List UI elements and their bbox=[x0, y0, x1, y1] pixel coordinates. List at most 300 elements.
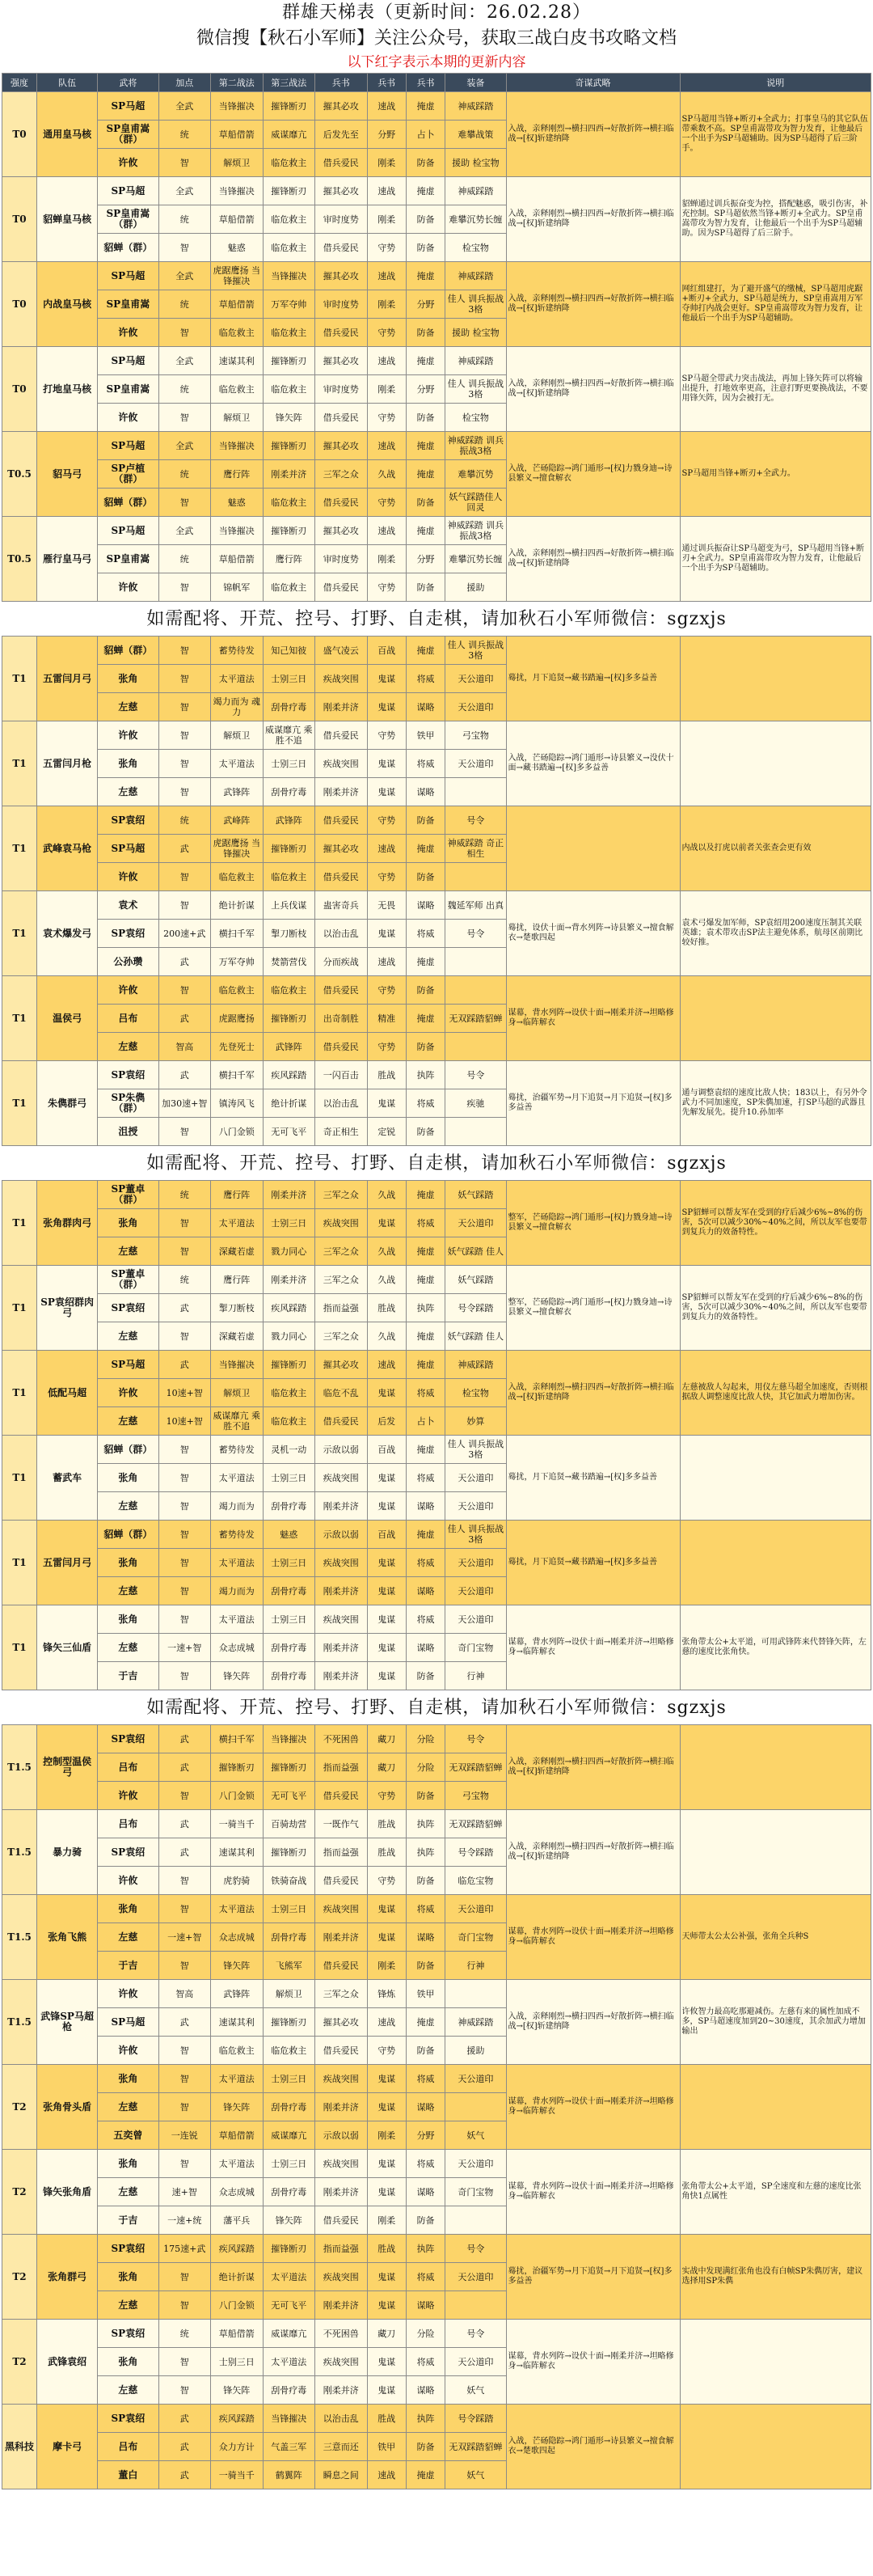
third-tactic-cell: 刚柔并济 bbox=[263, 1266, 315, 1294]
general-cell: 袁术 bbox=[98, 891, 158, 920]
second-tactic-cell: 草船借箭 bbox=[211, 545, 264, 573]
description-cell: 内战以及打虎以前者关张查会更有效 bbox=[680, 806, 871, 891]
strategy-cell: 蓦扰，治疆军势→月下追贤→月下追贤→[权]多多益善 bbox=[506, 2235, 680, 2320]
description-cell: 网红组建打，为了避开盛气的缴械，SP马超用虎踞+断刃+全武力，SP马超是统力，SP皇甫嵩用万军夺帅打内战会更好。SP皇甫嵩带攻为智力发育，让他最后一个出手为SP马超辅助。 bbox=[680, 262, 871, 347]
book-cell: 指而益强 bbox=[315, 1294, 368, 1322]
stat-point-cell: 统 bbox=[158, 121, 211, 149]
tier-cell: T1 bbox=[2, 976, 37, 1061]
second-tactic-cell: 虎豹骑 bbox=[211, 1867, 264, 1895]
book-cell: 借兵爱民 bbox=[315, 1867, 368, 1895]
stat-point-cell: 智 bbox=[158, 1662, 211, 1690]
general-cell: SP马超 bbox=[98, 432, 158, 460]
stat-point-cell: 智 bbox=[158, 2037, 211, 2065]
book-cell: 鬼谋 bbox=[367, 920, 406, 948]
general-cell: 左慈 bbox=[98, 2291, 158, 2320]
book-cell: 借兵爱民 bbox=[315, 319, 368, 347]
third-tactic-cell: 武锋阵 bbox=[263, 1033, 315, 1061]
description-cell bbox=[680, 2405, 871, 2489]
team-row bbox=[2, 2405, 871, 2433]
stat-point-cell: 智 bbox=[158, 2150, 211, 2178]
second-tactic-cell: 一骑当千 bbox=[211, 1810, 264, 1838]
equipment-cell bbox=[445, 778, 506, 806]
team-name-cell: 袁术爆发弓 bbox=[37, 891, 98, 976]
book-cell: 谋略 bbox=[406, 2291, 445, 2320]
general-cell: 貂蝉（群） bbox=[98, 1521, 158, 1549]
book-cell: 鬼谋 bbox=[367, 1895, 406, 1923]
equipment-cell: 无双踩踏貂蝉 bbox=[445, 2433, 506, 2461]
general-cell: 于吉 bbox=[98, 1952, 158, 1980]
team-row bbox=[2, 177, 871, 205]
team-row bbox=[2, 1061, 871, 1089]
equipment-cell: 神威踩踏 bbox=[445, 92, 506, 121]
tier-cell: T2 bbox=[2, 2150, 37, 2235]
strategy-cell: 谋幕，背水列阵→设伏十面→刚柔并济→坦略修身→临阵解衣 bbox=[506, 2320, 680, 2405]
equipment-cell: 神威踩踏 bbox=[445, 1351, 506, 1379]
ladder-table-body bbox=[2, 92, 871, 2489]
book-cell: 刚柔并济 bbox=[315, 1492, 368, 1521]
second-tactic-cell: 武锋阵 bbox=[211, 778, 264, 806]
equipment-cell: 天公道印 bbox=[445, 2065, 506, 2093]
strategy-cell: 入战，芒砀隐踪→鸿门遁形→[权]力戮身迪→诗县繁义→擅食解衣 bbox=[506, 432, 680, 517]
book-cell: 守势 bbox=[367, 404, 406, 432]
third-tactic-cell: 上兵伐谋 bbox=[263, 891, 315, 920]
tier-cell: T1 bbox=[2, 1436, 37, 1521]
book-cell: 防备 bbox=[406, 205, 445, 234]
equipment-cell: 佳人 训兵振战3格 bbox=[445, 290, 506, 319]
equipment-cell: 难攀沉势长缠 bbox=[445, 545, 506, 573]
stat-point-cell: 智 bbox=[158, 573, 211, 602]
book-cell: 百战 bbox=[367, 1521, 406, 1549]
book-cell: 防备 bbox=[406, 806, 445, 835]
book-cell: 疾战突围 bbox=[315, 2065, 368, 2093]
book-cell: 指而益强 bbox=[315, 1838, 368, 1867]
book-cell: 鬼谋 bbox=[367, 2150, 406, 2178]
equipment-cell: 天公道印 bbox=[445, 1577, 506, 1605]
book-cell: 审时度势 bbox=[315, 205, 368, 234]
general-cell: 左慈 bbox=[98, 2093, 158, 2121]
general-cell: SP朱儁（群） bbox=[98, 1089, 158, 1118]
third-tactic-cell: 摧锋断刃 bbox=[263, 1351, 315, 1379]
equipment-cell: 天公道印 bbox=[445, 1209, 506, 1237]
stat-point-cell: 武 bbox=[158, 2461, 211, 2489]
team-row bbox=[2, 637, 871, 665]
strategy-cell: 谋幕，背水列阵→设伏十面→刚柔并济→坦略修身→临阵解衣 bbox=[506, 2065, 680, 2150]
book-cell: 分野 bbox=[406, 2121, 445, 2150]
second-tactic-cell: 解烦卫 bbox=[211, 149, 264, 177]
header-cell: 队伍 bbox=[37, 74, 98, 92]
third-tactic-cell: 临危救主 bbox=[263, 149, 315, 177]
second-tactic-cell: 草船借箭 bbox=[211, 2121, 264, 2150]
header-cell: 奇谋武略 bbox=[506, 74, 680, 92]
team-row bbox=[2, 2150, 871, 2178]
second-tactic-cell: 当锋摧决 bbox=[211, 92, 264, 121]
book-cell: 疾战突围 bbox=[315, 2348, 368, 2376]
book-cell: 将威 bbox=[406, 1549, 445, 1577]
team-name-cell: 武锋袁绍 bbox=[37, 2320, 98, 2405]
third-tactic-cell: 无可飞平 bbox=[263, 2291, 315, 2320]
stat-point-cell: 统 bbox=[158, 2320, 211, 2348]
tier-cell: T0 bbox=[2, 177, 37, 262]
book-cell: 刚柔并济 bbox=[315, 778, 368, 806]
equipment-cell: 妖气踩踏佳人 回灵 bbox=[445, 489, 506, 517]
strategy-cell bbox=[506, 806, 680, 891]
book-cell: 分野 bbox=[406, 545, 445, 573]
book-cell: 刚柔 bbox=[367, 290, 406, 319]
book-cell: 三军之众 bbox=[315, 1237, 368, 1266]
book-cell: 鬼谋 bbox=[367, 750, 406, 778]
equipment-cell: 天公道印 bbox=[445, 2348, 506, 2376]
tier-cell: T0.5 bbox=[2, 517, 37, 602]
table-header-row bbox=[2, 74, 871, 92]
stat-point-cell: 智 bbox=[158, 750, 211, 778]
equipment-cell: 神威踩踏 bbox=[445, 2008, 506, 2037]
book-cell: 谋略 bbox=[406, 1492, 445, 1521]
third-tactic-cell: 刮骨疗毒 bbox=[263, 693, 315, 721]
second-tactic-cell: 草船借箭 bbox=[211, 121, 264, 149]
book-cell: 一闪百击 bbox=[315, 1061, 368, 1089]
book-cell: 分野 bbox=[406, 290, 445, 319]
book-cell: 盛气凌云 bbox=[315, 637, 368, 665]
tier-cell: T1.5 bbox=[2, 1895, 37, 1980]
book-cell: 疾战突围 bbox=[315, 2263, 368, 2291]
second-tactic-cell: 太平道法 bbox=[211, 1605, 264, 1634]
general-cell: 张角 bbox=[98, 1895, 158, 1923]
book-cell: 将威 bbox=[406, 2263, 445, 2291]
equipment-cell: 天公道印 bbox=[445, 2150, 506, 2178]
second-tactic-cell: 解烦卫 bbox=[211, 1379, 264, 1407]
equipment-cell: 无双踩踏貂蝉 bbox=[445, 1753, 506, 1782]
second-tactic-cell: 竭力而为 bbox=[211, 1577, 264, 1605]
second-tactic-cell: 先登死士 bbox=[211, 1033, 264, 1061]
book-cell: 鬼谋 bbox=[367, 2263, 406, 2291]
book-cell: 锋炼 bbox=[367, 1980, 406, 2008]
third-tactic-cell: 戮力同心 bbox=[263, 1322, 315, 1351]
book-cell: 刚柔并济 bbox=[315, 693, 368, 721]
equipment-cell: 妖气 bbox=[445, 2121, 506, 2150]
equipment-cell: 奇门宝物 bbox=[445, 1634, 506, 1662]
team-row bbox=[2, 2320, 871, 2348]
second-tactic-cell: 太平道法 bbox=[211, 665, 264, 693]
book-cell: 借兵爱民 bbox=[315, 976, 368, 1005]
update-note: 以下红字表示本期的更新内容 bbox=[347, 54, 526, 70]
book-cell: 胜战 bbox=[367, 1061, 406, 1089]
third-tactic-cell: 戮力同心 bbox=[263, 1237, 315, 1266]
book-cell: 三军之众 bbox=[315, 1181, 368, 1209]
equipment-cell: 号令 bbox=[445, 2235, 506, 2263]
tier-cell: T1 bbox=[2, 721, 37, 806]
equipment-cell: 疾驰 bbox=[445, 1089, 506, 1118]
team-row bbox=[2, 1895, 871, 1923]
general-cell: SP袁绍 bbox=[98, 1725, 158, 1753]
equipment-cell: 天公道印 bbox=[445, 750, 506, 778]
book-cell: 借兵爱民 bbox=[315, 2037, 368, 2065]
description-cell: 通与调整袁绍的速度比敌人快；183以上，有另外令武力不同加速度，SP朱儁加速，打SP马超的武器且先解发展先。提升10.孙加率 bbox=[680, 1061, 871, 1146]
book-cell: 鬼谋 bbox=[367, 2376, 406, 2405]
third-tactic-cell: 刮骨疗毒 bbox=[263, 1662, 315, 1690]
equipment-cell: 难攀沉势 bbox=[445, 460, 506, 489]
book-cell: 执阵 bbox=[406, 1810, 445, 1838]
tier-cell: T1 bbox=[2, 1521, 37, 1605]
equipment-cell: 临危宝物 bbox=[445, 1867, 506, 1895]
equipment-cell: 号令踩踏 bbox=[445, 2405, 506, 2433]
third-tactic-cell: 魅惑 bbox=[263, 1521, 315, 1549]
strategy-cell: 入战，亲释刚烈→横扫四西→好散折阵→横扫临战→[权]斩建纳降 bbox=[506, 1810, 680, 1895]
general-cell: 张角 bbox=[98, 665, 158, 693]
book-cell: 精准 bbox=[367, 1005, 406, 1033]
equipment-cell bbox=[445, 1118, 506, 1146]
book-cell: 三军之众 bbox=[315, 1322, 368, 1351]
general-cell: SP袁绍 bbox=[98, 1061, 158, 1089]
second-tactic-cell: 武锋阵 bbox=[211, 1980, 264, 2008]
strategy-cell: 谋幕，背水列阵→设伏十面→刚柔并济→坦略修身→临阵解衣 bbox=[506, 976, 680, 1061]
book-cell: 鬼谋 bbox=[367, 1605, 406, 1634]
second-tactic-cell: 锋矢阵 bbox=[211, 2376, 264, 2405]
book-cell: 刚柔并济 bbox=[315, 1662, 368, 1690]
book-cell: 疾战突围 bbox=[315, 1895, 368, 1923]
third-tactic-cell: 刮骨疗毒 bbox=[263, 1577, 315, 1605]
general-cell: SP董卓（群） bbox=[98, 1266, 158, 1294]
general-cell: SP马超 bbox=[98, 262, 158, 290]
book-cell: 速战 bbox=[367, 177, 406, 205]
book-cell: 速战 bbox=[367, 432, 406, 460]
book-cell: 三军之众 bbox=[315, 460, 368, 489]
book-cell: 守势 bbox=[367, 1867, 406, 1895]
stat-point-cell: 智 bbox=[158, 1549, 211, 1577]
book-cell: 刚柔并济 bbox=[315, 2093, 368, 2121]
team-name-cell: 五雷闫月枪 bbox=[37, 721, 98, 806]
description-cell bbox=[680, 637, 871, 721]
tier-cell: T1 bbox=[2, 1351, 37, 1436]
second-tactic-cell: 武峰阵 bbox=[211, 806, 264, 835]
stat-point-cell: 智高 bbox=[158, 1033, 211, 1061]
team-row bbox=[2, 806, 871, 835]
description-cell: 通过训兵振奋让SP马超变为弓，SP马超用当锋+断刃+全武力。SP皇甫嵩带攻为智力发育，让他最后一个出手为SP马超辅助。 bbox=[680, 517, 871, 602]
third-tactic-cell: 知己知彼 bbox=[263, 637, 315, 665]
book-cell: 速战 bbox=[367, 517, 406, 545]
general-cell: 左慈 bbox=[98, 2178, 158, 2206]
book-cell: 守势 bbox=[367, 234, 406, 262]
book-cell: 久战 bbox=[367, 460, 406, 489]
stat-point-cell: 智 bbox=[158, 891, 211, 920]
book-cell: 防备 bbox=[406, 404, 445, 432]
book-cell: 鬼谋 bbox=[367, 1379, 406, 1407]
second-tactic-cell: 锦帆军 bbox=[211, 573, 264, 602]
stat-point-cell: 智高 bbox=[158, 1980, 211, 2008]
third-tactic-cell: 疾风踩踏 bbox=[263, 1061, 315, 1089]
stat-point-cell: 全武 bbox=[158, 432, 211, 460]
header-cell: 武将 bbox=[98, 74, 158, 92]
team-name-cell: 打地皇马核 bbox=[37, 347, 98, 432]
strategy-cell: 入战，亲释刚烈→横扫四西→好散折阵→横扫临战→[权]斩建纳降 bbox=[506, 262, 680, 347]
second-tactic-cell: 一骑当千 bbox=[211, 2461, 264, 2489]
book-cell: 借兵爱民 bbox=[315, 234, 368, 262]
stat-point-cell: 智 bbox=[158, 404, 211, 432]
stat-point-cell: 武 bbox=[158, 1810, 211, 1838]
book-cell: 瞬息之间 bbox=[315, 2461, 368, 2489]
second-tactic-cell: 速谋其利 bbox=[211, 1838, 264, 1867]
general-cell: SP马超 bbox=[98, 92, 158, 121]
book-cell: 临危不乱 bbox=[315, 1379, 368, 1407]
book-cell: 刚柔 bbox=[367, 2121, 406, 2150]
stat-point-cell: 武 bbox=[158, 1725, 211, 1753]
third-tactic-cell: 摧锋断刃 bbox=[263, 177, 315, 205]
general-cell: 张角 bbox=[98, 2065, 158, 2093]
stat-point-cell: 智 bbox=[158, 1322, 211, 1351]
description-cell bbox=[680, 1810, 871, 1895]
stat-point-cell: 智 bbox=[158, 2093, 211, 2121]
book-cell: 守势 bbox=[367, 489, 406, 517]
general-cell: SP马超 bbox=[98, 347, 158, 375]
second-tactic-cell: 众志成城 bbox=[211, 1923, 264, 1952]
description-cell: 许攸智力最高吃那避减伤。左慈有来的属性加成不多，SP马超速度加到20~30速度，其余加武力增加输出 bbox=[680, 1980, 871, 2065]
stat-point-cell: 全武 bbox=[158, 177, 211, 205]
header-cell: 加点 bbox=[158, 74, 211, 92]
team-name-cell: 张角飞熊 bbox=[37, 1895, 98, 1980]
general-cell: 左慈 bbox=[98, 1492, 158, 1521]
stat-point-cell: 全武 bbox=[158, 517, 211, 545]
description-cell: 袁术弓爆发加军师，SP袁绍用200速度压制其关联英雄；袁术带攻击SP法主避免体系，航母区前期比较好推。 bbox=[680, 891, 871, 976]
second-tactic-cell: 竭力而为 bbox=[211, 1492, 264, 1521]
third-tactic-cell: 摧锋断刃 bbox=[263, 432, 315, 460]
book-cell: 分而疾战 bbox=[315, 948, 368, 976]
stat-point-cell: 全武 bbox=[158, 92, 211, 121]
stat-point-cell: 武 bbox=[158, 948, 211, 976]
book-cell: 执阵 bbox=[406, 2405, 445, 2433]
stat-point-cell: 武 bbox=[158, 2405, 211, 2433]
book-cell: 指而益强 bbox=[315, 1753, 368, 1782]
team-row bbox=[2, 92, 871, 121]
book-cell: 守势 bbox=[367, 1782, 406, 1810]
team-row bbox=[2, 1521, 871, 1549]
team-row bbox=[2, 1436, 871, 1464]
book-cell: 掩虚 bbox=[406, 347, 445, 375]
strategy-cell: 整军，芒砀隐踪→鸿门遁形→[权]力戮身迪→诗县繁义→擅食解衣 bbox=[506, 1266, 680, 1351]
book-cell: 鬼谋 bbox=[367, 1492, 406, 1521]
general-cell: 貂蝉（群） bbox=[98, 637, 158, 665]
book-cell: 谋略 bbox=[406, 891, 445, 920]
book-cell: 将威 bbox=[406, 1895, 445, 1923]
second-tactic-cell: 深藏若虚 bbox=[211, 1237, 264, 1266]
second-tactic-cell: 虎踞鹰扬 bbox=[211, 1005, 264, 1033]
tier-cell: T1 bbox=[2, 1061, 37, 1146]
third-tactic-cell: 威谋靡亢 bbox=[263, 2320, 315, 2348]
stat-point-cell: 智 bbox=[158, 1867, 211, 1895]
third-tactic-cell: 临危救主 bbox=[263, 205, 315, 234]
second-tactic-cell: 疾风踩踏 bbox=[211, 2405, 264, 2433]
equipment-cell: 检宝物 bbox=[445, 404, 506, 432]
second-tactic-cell: 虎踞鹰扬 当锋摧决 bbox=[211, 835, 264, 863]
book-cell: 不死困兽 bbox=[315, 2320, 368, 2348]
book-cell: 疾战突围 bbox=[315, 750, 368, 778]
book-cell: 速战 bbox=[367, 948, 406, 976]
tier-cell: 黑科技 bbox=[2, 2405, 37, 2489]
general-cell: 许攸 bbox=[98, 863, 158, 891]
equipment-cell: 神威踩踏 bbox=[445, 177, 506, 205]
stat-point-cell: 智 bbox=[158, 1237, 211, 1266]
second-tactic-cell: 八门金锁 bbox=[211, 1118, 264, 1146]
third-tactic-cell: 刮骨疗毒 bbox=[263, 2178, 315, 2206]
general-cell: 张角 bbox=[98, 2150, 158, 2178]
equipment-cell bbox=[445, 976, 506, 1005]
general-cell: 董白 bbox=[98, 2461, 158, 2489]
third-tactic-cell: 刚柔并济 bbox=[263, 460, 315, 489]
third-tactic-cell: 临危救主 bbox=[263, 489, 315, 517]
tier-cell: T0.5 bbox=[2, 432, 37, 517]
equipment-cell: 妖气 bbox=[445, 2376, 506, 2405]
second-tactic-cell: 解烦卫 bbox=[211, 404, 264, 432]
third-tactic-cell: 威谋靡亢 bbox=[263, 2121, 315, 2150]
team-name-cell: 貂马弓 bbox=[37, 432, 98, 517]
general-cell: 左慈 bbox=[98, 1322, 158, 1351]
book-cell: 借兵爱民 bbox=[315, 1033, 368, 1061]
third-tactic-cell: 摧锋断刃 bbox=[263, 347, 315, 375]
stat-point-cell: 全武 bbox=[158, 347, 211, 375]
book-cell: 掩虚 bbox=[406, 460, 445, 489]
book-cell: 铁甲 bbox=[406, 721, 445, 750]
book-cell: 以治击乱 bbox=[315, 2405, 368, 2433]
second-tactic-cell: 太平道法 bbox=[211, 1464, 264, 1492]
equipment-cell: 弓宝物 bbox=[445, 1782, 506, 1810]
tier-cell: T2 bbox=[2, 2065, 37, 2150]
book-cell: 占卜 bbox=[406, 1407, 445, 1436]
book-cell: 将威 bbox=[406, 1464, 445, 1492]
stat-point-cell: 一速+智 bbox=[158, 1634, 211, 1662]
stat-point-cell: 10速+智 bbox=[158, 1379, 211, 1407]
second-tactic-cell: 摧锋断刃 bbox=[211, 1753, 264, 1782]
team-name-cell: 温侯弓 bbox=[37, 976, 98, 1061]
stat-point-cell: 智 bbox=[158, 1436, 211, 1464]
team-name-cell: 张角群肉弓 bbox=[37, 1181, 98, 1266]
book-cell: 示敌以弱 bbox=[315, 1521, 368, 1549]
book-cell: 掩虚 bbox=[406, 92, 445, 121]
team-name-cell: 朱儁群弓 bbox=[37, 1061, 98, 1146]
team-row bbox=[2, 2065, 871, 2093]
book-cell: 将威 bbox=[406, 1089, 445, 1118]
equipment-cell: 行神 bbox=[445, 1952, 506, 1980]
equipment-cell: 天公道印 bbox=[445, 1605, 506, 1634]
third-tactic-cell: 武锋阵 bbox=[263, 806, 315, 835]
header-cell: 装备 bbox=[445, 74, 506, 92]
book-cell: 守势 bbox=[367, 1033, 406, 1061]
general-cell: SP袁绍 bbox=[98, 806, 158, 835]
third-tactic-cell: 万军夺帅 bbox=[263, 290, 315, 319]
book-cell: 鬼谋 bbox=[367, 1089, 406, 1118]
general-cell: 张角 bbox=[98, 1209, 158, 1237]
team-row bbox=[2, 976, 871, 1005]
book-cell: 鬼谋 bbox=[367, 2291, 406, 2320]
team-row bbox=[2, 347, 871, 375]
equipment-cell: 佳人 训兵振战3格 bbox=[445, 375, 506, 404]
equipment-cell: 神威踩踏 训兵振战3格 bbox=[445, 517, 506, 545]
stat-point-cell: 智 bbox=[158, 489, 211, 517]
description-cell: 张角带太公+太平道，可用武锋阵来代替锋矢阵，左慈的速度比张角快。 bbox=[680, 1605, 871, 1690]
team-row bbox=[2, 1810, 871, 1838]
header-cell: 强度 bbox=[2, 74, 37, 92]
second-tactic-cell: 绝计折谋 bbox=[211, 2263, 264, 2291]
strategy-cell: 蓦扰，月下追贤→藏书踏遍→[权]多多益善 bbox=[506, 1521, 680, 1605]
general-cell: 于吉 bbox=[98, 2206, 158, 2235]
stat-point-cell: 智 bbox=[158, 1952, 211, 1980]
book-cell: 久战 bbox=[367, 1237, 406, 1266]
book-cell: 胜战 bbox=[367, 1810, 406, 1838]
book-cell: 审时度势 bbox=[315, 375, 368, 404]
book-cell: 摧其必攻 bbox=[315, 262, 368, 290]
book-cell: 执阵 bbox=[406, 1061, 445, 1089]
general-cell: SP袁绍 bbox=[98, 1294, 158, 1322]
description-cell: 天师带太公太公补强，张角全兵种S bbox=[680, 1895, 871, 1980]
book-cell: 摧其必攻 bbox=[315, 835, 368, 863]
stat-point-cell: 武 bbox=[158, 2433, 211, 2461]
